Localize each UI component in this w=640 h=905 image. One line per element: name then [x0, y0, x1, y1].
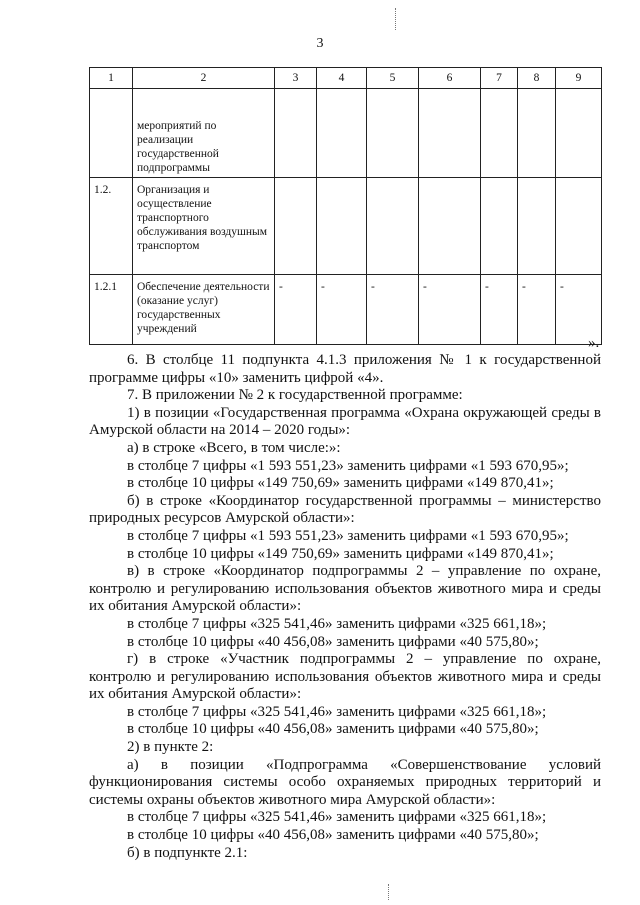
table-header-cell: 6 — [419, 68, 481, 89]
paragraph: в столбце 10 цифры «149 750,69» заменить цифрами «149 870,41»; — [127, 545, 554, 562]
row-value: - — [419, 275, 481, 345]
table-header-cell: 1 — [90, 68, 133, 89]
row-value — [419, 178, 481, 275]
paragraph: в столбце 10 цифры «149 750,69» заменить цифрами «149 870,41»; — [127, 475, 554, 492]
row-value: - — [518, 275, 556, 345]
paragraph: в столбце 10 цифры «40 456,08» заменить цифрами «40 575,80»; — [127, 827, 539, 844]
paragraph: в столбце 10 цифры «40 456,08» заменить цифрами «40 575,80»; — [127, 633, 539, 650]
table-header-cell: 9 — [556, 68, 602, 89]
paragraph: в) в строке «Координатор подпрограммы 2 – управление по охране, контролю и регулированию использования объектов животного мира и среды их обитания Амурской области»: — [89, 563, 601, 615]
paragraph: в столбце 7 цифры «1 593 551,23» заменить цифрами «1 593 670,95»; — [127, 527, 569, 544]
row-value — [419, 89, 481, 178]
row-value — [367, 178, 419, 275]
page-number: 3 — [316, 36, 324, 51]
top-scan-mark — [395, 8, 397, 30]
table-header-cell: 3 — [275, 68, 317, 89]
row-value — [481, 178, 518, 275]
table-row — [90, 178, 602, 275]
table-header-cell: 7 — [481, 68, 518, 89]
table-header-cell: 4 — [317, 68, 367, 89]
paragraph: б) в подпункте 2.1: — [127, 844, 248, 861]
row-name: Обеспечение деятельности (оказание услуг) государственных учреждений — [133, 275, 275, 345]
row-value: - — [481, 275, 518, 345]
table-row — [90, 275, 602, 345]
paragraph: а) в позиции «Подпрограмма «Совершенствование условий функционирования системы особо охраняемых природных территорий и системы охраны объектов животного мира Амурской области»: — [89, 756, 601, 808]
row-value: - — [367, 275, 419, 345]
table-header-cell: 5 — [367, 68, 419, 89]
row-value: - — [275, 275, 317, 345]
bottom-scan-mark — [388, 884, 390, 900]
row-number — [90, 89, 133, 178]
paragraph: а) в строке «Всего, в том числе:»: — [127, 439, 341, 456]
row-value — [275, 89, 317, 178]
row-value — [317, 178, 367, 275]
table-closing-quote: ». — [588, 335, 600, 351]
row-value — [481, 89, 518, 178]
paragraph: б) в строке «Координатор государственной программы – министерство природных ресурсов Амурской области»: — [89, 492, 601, 527]
paragraph: 6. В столбце 11 подпункта 4.1.3 приложения № 1 к государственной программе цифры «10» заменить цифрой «4». — [89, 352, 601, 386]
row-name: мероприятий по реализации государственной подпрограммы — [133, 89, 275, 178]
paragraph: в столбце 7 цифры «1 593 551,23» заменить цифрами «1 593 670,95»; — [127, 457, 569, 474]
amendment-text — [89, 352, 601, 862]
row-value — [518, 89, 556, 178]
table-row — [90, 89, 602, 178]
paragraph: 1) в позиции «Государственная программа «Охрана окружающей среды в Амурской области на 2014 – 2020 годы»: — [89, 404, 601, 439]
table-header-cell: 2 — [133, 68, 275, 89]
table-header-cell: 8 — [518, 68, 556, 89]
row-value — [556, 89, 602, 178]
paragraph: в столбце 7 цифры «325 541,46» заменить цифрами «325 661,18»; — [127, 809, 547, 826]
paragraph: 7. В приложении № 2 к государственной программе: — [127, 387, 463, 404]
paragraph: в столбце 7 цифры «325 541,46» заменить цифрами «325 661,18»; — [127, 615, 547, 632]
row-value: - — [556, 275, 602, 345]
row-value — [317, 89, 367, 178]
row-number: 1.2. — [90, 178, 133, 275]
paragraph: г) в строке «Участник подпрограммы 2 – управление по охране, контролю и регулированию использования объектов животного мира и среды их обитания Амурской области»: — [89, 651, 601, 703]
row-value — [367, 89, 419, 178]
row-value: - — [317, 275, 367, 345]
row-value — [275, 178, 317, 275]
paragraph: в столбце 10 цифры «40 456,08» заменить цифрами «40 575,80»; — [127, 721, 539, 738]
row-name: Организация и осуществление транспортного обслуживания воздушным транспортом — [133, 178, 275, 275]
paragraph: в столбце 7 цифры «325 541,46» заменить цифрами «325 661,18»; — [127, 703, 547, 720]
paragraph: 2) в пункте 2: — [127, 739, 214, 756]
row-value — [556, 178, 602, 275]
row-number: 1.2.1 — [90, 275, 133, 345]
budget-table — [89, 67, 602, 345]
table-header-row — [90, 68, 602, 89]
row-value — [518, 178, 556, 275]
